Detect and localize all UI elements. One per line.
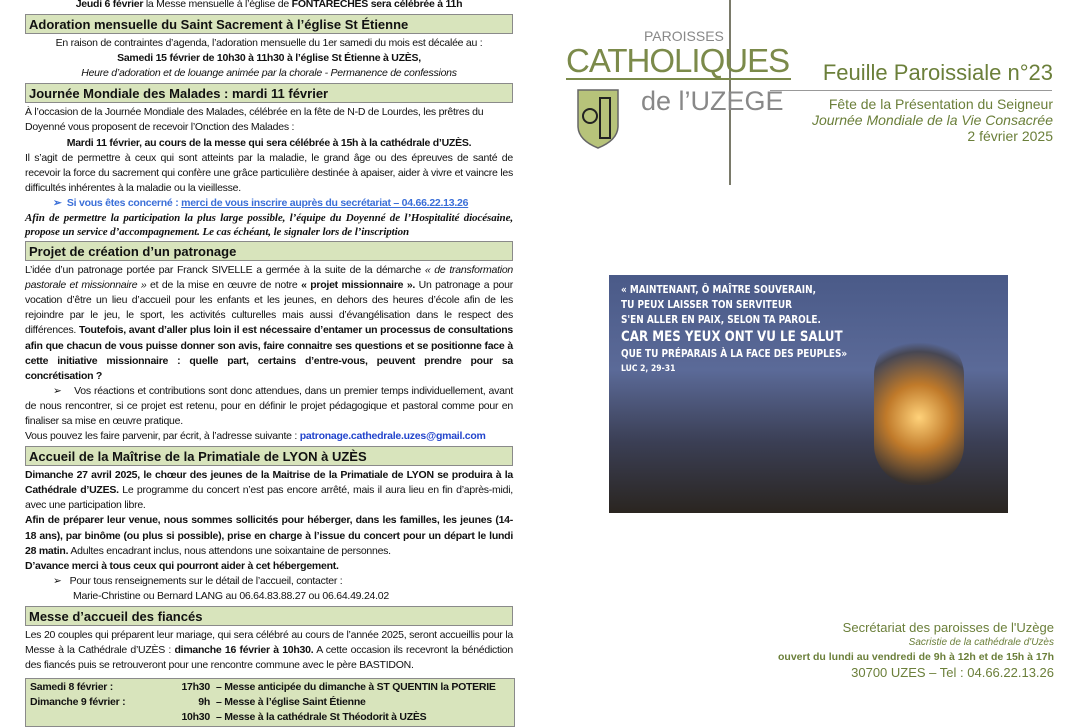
- text: Adultes encadrant inclus, nous attendons une soixantaine de personnes.: [68, 544, 391, 557]
- opening-hours: ouvert du lundi au vendredi de 9h à 12h et de 15h à 17h: [778, 651, 1054, 663]
- quote: [621, 283, 847, 377]
- horizontal-rule: [770, 90, 1052, 91]
- day: [30, 710, 158, 725]
- text: Le programme du concert n’est pas encore arrêté, mais il aura lieu en fin d’après-midi, avec une participation libre.: [25, 484, 513, 512]
- quote-line: QUE TU PRÉPARAIS À LA FACE DES PEUPLES»: [621, 348, 848, 360]
- address-phone: 30700 UZES – Tel : 04.66.22.13.26: [851, 665, 1054, 680]
- quote-line: S'EN ALLER EN PAIX, SELON TA PAROLE.: [621, 314, 821, 326]
- feast-secondary: Journée Mondiale de la Vie Consacrée: [811, 112, 1053, 128]
- text: Les 20 couples qui préparent leur mariage, qui sera célébré au cours de l’année 2025, seront accueillis pour la Messe à la Cathédrale d’UZÈS :: [25, 629, 513, 657]
- mass-schedule: [25, 678, 515, 727]
- bullet-text: Si vous êtes concerné :: [66, 196, 182, 209]
- date: 2 février 2025: [967, 128, 1053, 144]
- logo-line3: de l’UZEGE: [641, 86, 784, 116]
- section-title: Adoration mensuelle du Saint Sacrement à l’église St Étienne: [25, 14, 513, 34]
- section-adoration: [25, 14, 513, 81]
- quote-line: TU PEUX LAISSER TON SERVITEUR: [621, 299, 792, 311]
- paragraph: [25, 468, 513, 513]
- text-italic: « de transformation pastorale et missionnaire »: [25, 264, 513, 292]
- text: Pour tous renseignements sur le détail de l’accueil, contacter :: [69, 574, 343, 587]
- paragraph: En raison de contraintes d’agenda, l’adoration mensuelle du 1er samedi du mois est décalée au :: [55, 37, 483, 50]
- lantern-image: [609, 275, 1008, 513]
- bullet: ➢ Pour tous renseignements sur le détail de l’accueil, contacter :: [53, 574, 343, 587]
- text-bold: Dimanche 27 avril 2025, le chœur des jeunes de la Maitrise de la Primatiale de LYON se produira à la Cathédrale d’UZES.: [25, 469, 513, 497]
- email-link[interactable]: patronage.cathedrale.uzes@gmail.com: [299, 430, 486, 443]
- text-bold: FONTARECHES sera célébrée à 11h: [291, 0, 463, 10]
- paragraph: [25, 628, 513, 673]
- paragraph-bold: D’avance merci à tous ceux qui pourront aider à cet hébergement.: [25, 559, 339, 572]
- time: 9h: [198, 696, 210, 709]
- section-malades: [25, 83, 513, 239]
- header-subtitle: [812, 96, 1053, 144]
- schedule-row: [30, 695, 510, 710]
- text: et de la mise en œuvre de notre: [146, 279, 302, 292]
- signup-link[interactable]: merci de vous inscrire auprès du secrétariat – 04.66.22.13.26: [181, 196, 469, 209]
- section-maitrise: [25, 446, 513, 604]
- event: – Messe à l’église Saint Étienne: [216, 696, 366, 709]
- feast: Fête de la Présentation du Seigneur: [828, 96, 1053, 112]
- bullet: ➢ Vos réactions et contributions sont donc attendues, dans un premier temps individuellement, avant de nous rencontrer, si ce projet est retenu, pour en définir le projet pédagogique et pastoral comme pour en finaliser sa mise en œuvre pratique.: [25, 384, 513, 427]
- paragraph-bold: Mardi 11 février, au cours de la messe qui sera célébrée à 15h à la cathédrale d’UZÈS.: [66, 136, 472, 149]
- section-title: Projet de création d’un patronage: [25, 241, 513, 261]
- top-line: [25, 0, 513, 12]
- logo-line1: PAROISSES: [644, 28, 724, 44]
- text: Un patronage a pour vocation d’être un lieu d’accueil pour les enfants et les jeunes, en dehors des heures d’école afin de les rejoindre par le jeu, le sport, les activités culturelles mais aussi d’évangélisation dans le respect des différences.: [25, 279, 513, 337]
- text: L’idée d’un patronage portée par Franck SIVELLE a germée à la suite de la démarche: [25, 264, 425, 277]
- day: Dimanche 9 février :: [30, 696, 126, 709]
- paragraph: [25, 429, 513, 444]
- text-bold: « projet missionnaire ».: [301, 279, 416, 292]
- date: Jeudi 6 février: [75, 0, 144, 10]
- section-title: Messe d’accueil des fiancés: [25, 606, 513, 626]
- paragraph: Il s’agit de permettre à ceux qui sont atteints par la maladie, le grand âge ou des épreuves de santé de recevoir la force du sacrement qui confère une grâce particulière destinée à apaiser, aider à vivre et vaincre les difficultés inhérentes à la maladie ou la vieillesse.: [25, 151, 513, 194]
- section-patronage: [25, 241, 513, 444]
- bullet: ➢ Si vous êtes concerné : merci de vous inscrire auprès du secrétariat – 04.66.22.13.26: [53, 196, 469, 209]
- text: Vous pouvez les faire parvenir, par écrit, à l’adresse suivante :: [25, 430, 300, 443]
- time: 17h30: [181, 681, 210, 694]
- paragraph-bold: Samedi 15 février de 10h30 à 11h30 à l’église St Étienne à UZÈS,: [117, 52, 421, 65]
- quote-line: « MAINTENANT, Ô MAÎTRE SOUVERAIN,: [621, 284, 816, 296]
- text-bold: Toutefois, avant d’aller plus loin il est nécessaire d’entamer un processus de consultations afin que chacun de vous puisse donner son avis, faire connaitre ses questions et se positionne face à cette initiative missionnaire : quelle part, certains d’entre-vous, peuvent prendre pour sa concrétisation ?: [25, 324, 513, 382]
- lantern-glow: [874, 335, 964, 485]
- logo-line2: CATHOLIQUES: [566, 42, 790, 79]
- event: – Messe anticipée du dimanche à ST QUENTIN la POTERIE: [216, 681, 496, 694]
- contact: Marie-Christine ou Bernard LANG au 06.64.83.88.27 ou 06.64.49.24.02: [73, 589, 389, 602]
- time: 10h30: [181, 711, 210, 724]
- text-bold: Afin de préparer leur venue, nous sommes sollicités pour héberger, dans les familles, les jeunes (14-18 ans), par binôme (ou plus si possible), prise en charge à l’issue du concert pour un départ le lundi 28 matin.: [25, 514, 513, 557]
- coat-of-arms-icon: [576, 88, 620, 150]
- paragraph-italic: Heure d’adoration et de louange animée par la chorale - Permanence de confessions: [81, 67, 457, 80]
- secretariat: Secrétariat des paroisses de l'Uzège: [842, 620, 1054, 635]
- sacristy: Sacristie de la cathédrale d'Uzès: [908, 637, 1054, 648]
- schedule-row: [30, 710, 510, 725]
- section-title: Journée Mondiale des Malades : mardi 11 février: [25, 83, 513, 103]
- paragraph-italic: Afin de permettre la participation la plus large possible, l’équipe du Doyenné de l’Hospitalité diocésaine, propose un service d’accompagnement. Le cas échéant, le signaler lors de l’inscription: [25, 212, 513, 239]
- quote-line: CAR MES YEUX ONT VU LE SALUT: [621, 329, 843, 345]
- quote-reference: LUC 2, 29-31: [621, 364, 676, 374]
- text-bold: dimanche 16 février à 10h30.: [174, 644, 314, 657]
- text: A cette occasion ils recevront la bénédiction des fiancés puis se retrouveront pour une rencontre commune avec le père BASTIDON.: [25, 644, 513, 672]
- footer: [778, 620, 1054, 680]
- day: Samedi 8 février :: [30, 681, 114, 694]
- header-title: Feuille Paroissiale n°23: [822, 60, 1053, 85]
- schedule-row: [30, 680, 510, 695]
- paragraph: À l’occasion de la Journée Mondiale des Malades, célébrée en la fête de N-D de Lourdes, les prêtres du Doyenné vous proposent de recevoir l’Onction des Malades :: [25, 106, 484, 134]
- section-title: Accueil de la Maîtrise de la Primatiale de LYON à UZÈS: [25, 446, 513, 466]
- text: la Messe mensuelle à l’église de: [143, 0, 292, 10]
- event: – Messe à la cathédrale St Théodorit à UZÈS: [216, 711, 427, 724]
- paragraph: [25, 263, 513, 384]
- section-fiances: [25, 606, 513, 673]
- paragraph: [25, 513, 513, 558]
- text: Vos réactions et contributions sont donc attendues, dans un premier temps individuellement, avant de nous rencontrer, si ce projet est retenu, pour en définir le projet pédagogique et pastoral comme pour en finaliser sa mise en œuvre pratique.: [25, 384, 513, 427]
- left-column: [25, 0, 513, 727]
